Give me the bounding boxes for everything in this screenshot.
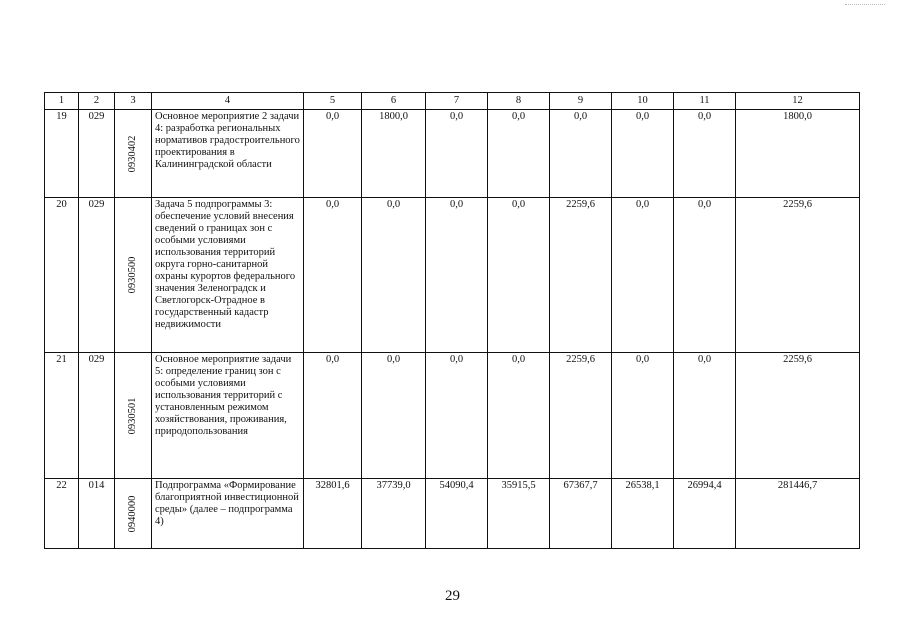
col-header: 7 — [426, 93, 488, 110]
row-number: 21 — [45, 353, 79, 479]
page-number: 29 — [445, 588, 460, 604]
value-cell: 0,0 — [550, 110, 612, 198]
value-cell: 1800,0 — [362, 110, 426, 198]
row-number: 22 — [45, 479, 79, 549]
value-cell: 0,0 — [304, 110, 362, 198]
row-number: 20 — [45, 198, 79, 353]
item-name: Основное мероприятие 2 задачи 4: разработка региональных нормативов градостроительного проектирования в Калининградской области — [152, 110, 304, 198]
value-cell: 67367,7 — [550, 479, 612, 549]
col-header: 12 — [736, 93, 860, 110]
row-number: 19 — [45, 110, 79, 198]
value-cell: 37739,0 — [362, 479, 426, 549]
grbs-code: 029 — [79, 110, 115, 198]
header-row — [45, 93, 860, 110]
scan-artifact — [845, 4, 885, 5]
value-cell: 32801,6 — [304, 479, 362, 549]
col-header: 8 — [488, 93, 550, 110]
program-code: 0930402 — [127, 135, 138, 172]
program-code: 0940000 — [127, 495, 138, 532]
item-name: Подпрограмма «Формирование благоприятной инвестиционной среды» (далее – подпрограмма 4) — [152, 479, 304, 549]
value-cell: 0,0 — [426, 110, 488, 198]
table-row — [45, 198, 860, 353]
value-cell: 35915,5 — [488, 479, 550, 549]
table-row — [45, 110, 860, 198]
col-header: 10 — [612, 93, 674, 110]
col-header: 4 — [152, 93, 304, 110]
grbs-code: 029 — [79, 198, 115, 353]
col-header: 6 — [362, 93, 426, 110]
item-name: Задача 5 подпрограммы 3: обеспечение условий внесения сведений о границах зон с особыми условиями использования территорий округа горно-санитарной охраны курортов федерального значения Зеленоградск и Светлогорск-Отрадное в государственный кадастр недвижимости — [152, 198, 304, 353]
col-header: 1 — [45, 93, 79, 110]
total-cell: 281446,7 — [736, 479, 860, 549]
col-header: 2 — [79, 93, 115, 110]
program-code-cell — [115, 479, 152, 549]
value-cell: 0,0 — [612, 110, 674, 198]
program-code-cell — [115, 198, 152, 353]
table-row — [45, 353, 860, 479]
col-header: 5 — [304, 93, 362, 110]
grbs-code: 014 — [79, 479, 115, 549]
value-cell: 0,0 — [612, 353, 674, 479]
value-cell: 0,0 — [488, 110, 550, 198]
program-code-cell — [115, 110, 152, 198]
value-cell: 54090,4 — [426, 479, 488, 549]
value-cell: 0,0 — [426, 198, 488, 353]
value-cell: 26994,4 — [674, 479, 736, 549]
value-cell: 0,0 — [488, 353, 550, 479]
table-row — [45, 479, 860, 549]
total-cell: 1800,0 — [736, 110, 860, 198]
value-cell: 0,0 — [362, 198, 426, 353]
col-header: 9 — [550, 93, 612, 110]
value-cell: 0,0 — [426, 353, 488, 479]
item-name: Основное мероприятие задачи 5: определение границ зон с особыми условиями использования территорий с установленным режимом хозяйствования, проживания, природопользования — [152, 353, 304, 479]
value-cell: 0,0 — [674, 353, 736, 479]
value-cell: 0,0 — [488, 198, 550, 353]
total-cell: 2259,6 — [736, 353, 860, 479]
value-cell: 2259,6 — [550, 198, 612, 353]
program-code: 0930500 — [127, 256, 138, 294]
program-code: 0930501 — [127, 397, 138, 434]
value-cell: 2259,6 — [550, 353, 612, 479]
value-cell: 0,0 — [304, 198, 362, 353]
value-cell: 0,0 — [612, 198, 674, 353]
col-header: 11 — [674, 93, 736, 110]
budget-table — [44, 92, 860, 549]
program-code-cell — [115, 353, 152, 479]
grbs-code: 029 — [79, 353, 115, 479]
total-cell: 2259,6 — [736, 198, 860, 353]
value-cell: 26538,1 — [612, 479, 674, 549]
value-cell: 0,0 — [304, 353, 362, 479]
col-header: 3 — [115, 93, 152, 110]
value-cell: 0,0 — [674, 198, 736, 353]
value-cell: 0,0 — [362, 353, 426, 479]
value-cell: 0,0 — [674, 110, 736, 198]
